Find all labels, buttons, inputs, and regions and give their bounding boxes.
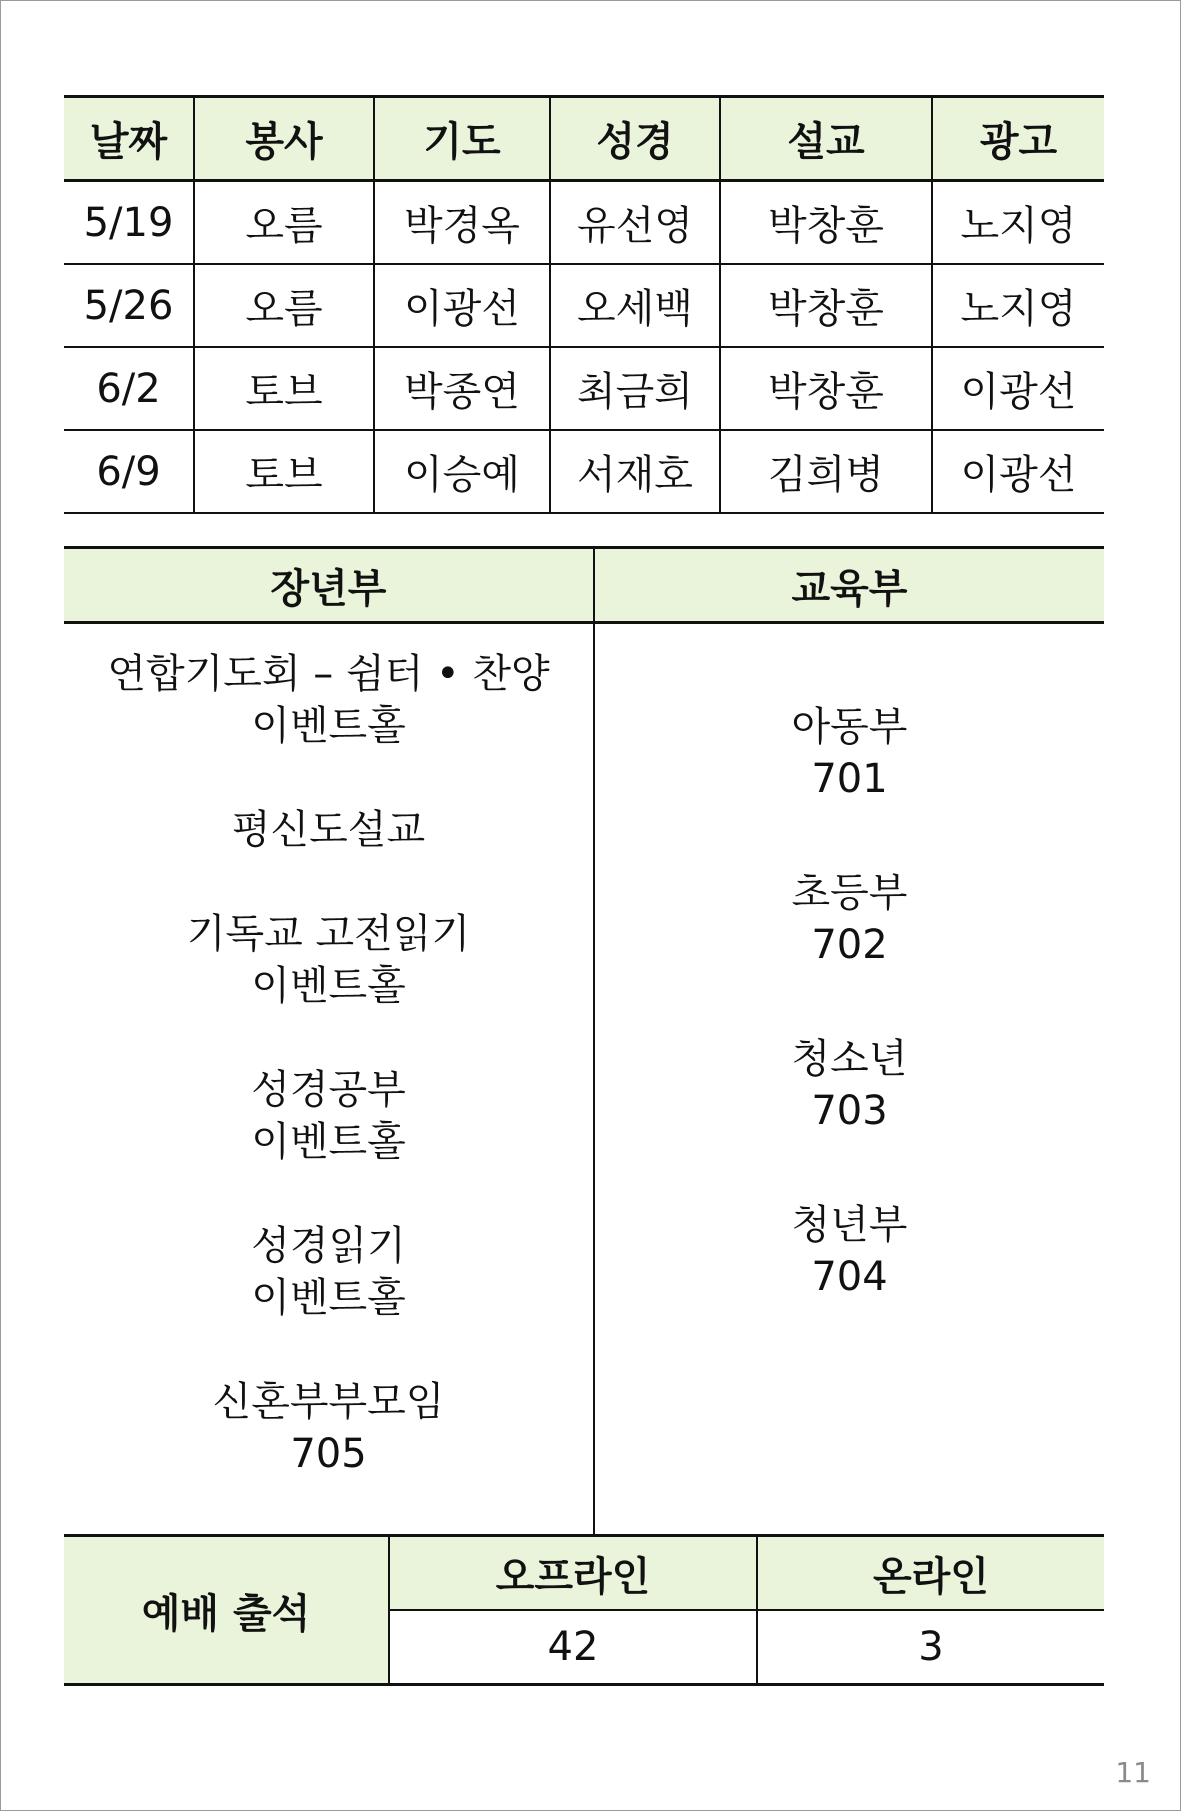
scripture-cell: 서재호 <box>550 430 720 513</box>
scripture-cell: 오세백 <box>550 264 720 347</box>
ministry-table <box>64 546 1104 1579</box>
list-item <box>595 1199 1104 1303</box>
prayer-cell: 박경옥 <box>374 181 550 265</box>
prayer-cell: 이승예 <box>374 430 550 513</box>
adult-ministry-list <box>64 623 594 1578</box>
service-cell: 토브 <box>194 430 374 513</box>
education-ministry-list <box>594 623 1104 1578</box>
list-item <box>64 1064 593 1168</box>
date-cell: 6/2 <box>64 347 194 430</box>
announcement-cell: 노지영 <box>932 264 1104 347</box>
ministry-title: 연합기도회 – 쉼터 • 찬양 <box>107 651 550 697</box>
sermon-cell: 박창훈 <box>720 264 932 347</box>
ministry-title: 평신도설교 <box>231 807 426 853</box>
ministry-header-row <box>64 548 1104 623</box>
table-row <box>64 181 1104 265</box>
education-ministry-header: 교육부 <box>594 548 1104 623</box>
ministry-location: 705 <box>290 1431 367 1477</box>
offline-header: 오프라인 <box>389 1536 757 1611</box>
attendance-label: 예배 출석 <box>64 1536 389 1685</box>
offline-count: 42 <box>389 1610 757 1685</box>
sermon-cell: 박창훈 <box>720 181 932 265</box>
announcement-cell: 이광선 <box>932 430 1104 513</box>
list-item <box>595 701 1104 805</box>
ministry-title: 아동부 <box>791 704 908 750</box>
ministry-room: 702 <box>811 922 888 968</box>
list-item <box>595 1033 1104 1137</box>
service-cell: 토브 <box>194 347 374 430</box>
ministry-room: 703 <box>811 1088 888 1134</box>
header-prayer: 기도 <box>374 97 550 181</box>
service-cell: 오름 <box>194 181 374 265</box>
scripture-cell: 최금희 <box>550 347 720 430</box>
header-announcement: 광고 <box>932 97 1104 181</box>
header-date: 날짜 <box>64 97 194 181</box>
list-item <box>64 1220 593 1324</box>
list-item <box>64 804 593 856</box>
prayer-cell: 이광선 <box>374 264 550 347</box>
list-item <box>64 648 593 752</box>
scripture-cell: 유선영 <box>550 181 720 265</box>
ministry-body-row <box>64 623 1104 1578</box>
page-number: 11 <box>1115 1756 1151 1789</box>
ministry-room: 701 <box>811 756 888 802</box>
sermon-cell: 김희병 <box>720 430 932 513</box>
table-row <box>64 347 1104 430</box>
date-cell: 5/19 <box>64 181 194 265</box>
ministry-location: 이벤트홀 <box>251 703 406 749</box>
schedule-table <box>64 95 1104 514</box>
online-count: 3 <box>757 1610 1104 1685</box>
list-item <box>595 867 1104 971</box>
ministry-location: 이벤트홀 <box>251 963 406 1009</box>
sermon-cell: 박창훈 <box>720 347 932 430</box>
ministry-title: 청년부 <box>791 1202 908 1248</box>
ministry-title: 초등부 <box>791 870 908 916</box>
ministry-location: 이벤트홀 <box>251 1275 406 1321</box>
announcement-cell: 이광선 <box>932 347 1104 430</box>
ministry-location: 이벤트홀 <box>251 1119 406 1165</box>
ministry-title: 성경읽기 <box>251 1223 406 1269</box>
header-sermon: 설교 <box>720 97 932 181</box>
online-header: 온라인 <box>757 1536 1104 1611</box>
list-item <box>64 908 593 1012</box>
list-item <box>64 1376 593 1480</box>
table-row <box>64 264 1104 347</box>
table-row <box>64 430 1104 513</box>
ministry-title: 신혼부부모임 <box>212 1379 445 1425</box>
date-cell: 5/26 <box>64 264 194 347</box>
ministry-room: 704 <box>811 1254 888 1300</box>
header-service: 봉사 <box>194 97 374 181</box>
attendance-table <box>64 1534 1104 1686</box>
adult-ministry-header: 장년부 <box>64 548 594 623</box>
announcement-cell: 노지영 <box>932 181 1104 265</box>
schedule-header-row <box>64 97 1104 181</box>
date-cell: 6/9 <box>64 430 194 513</box>
header-scripture: 성경 <box>550 97 720 181</box>
prayer-cell: 박종연 <box>374 347 550 430</box>
ministry-title: 청소년 <box>791 1036 908 1082</box>
ministry-title: 기독교 고전읽기 <box>186 911 471 957</box>
ministry-title: 성경공부 <box>251 1067 406 1113</box>
service-cell: 오름 <box>194 264 374 347</box>
